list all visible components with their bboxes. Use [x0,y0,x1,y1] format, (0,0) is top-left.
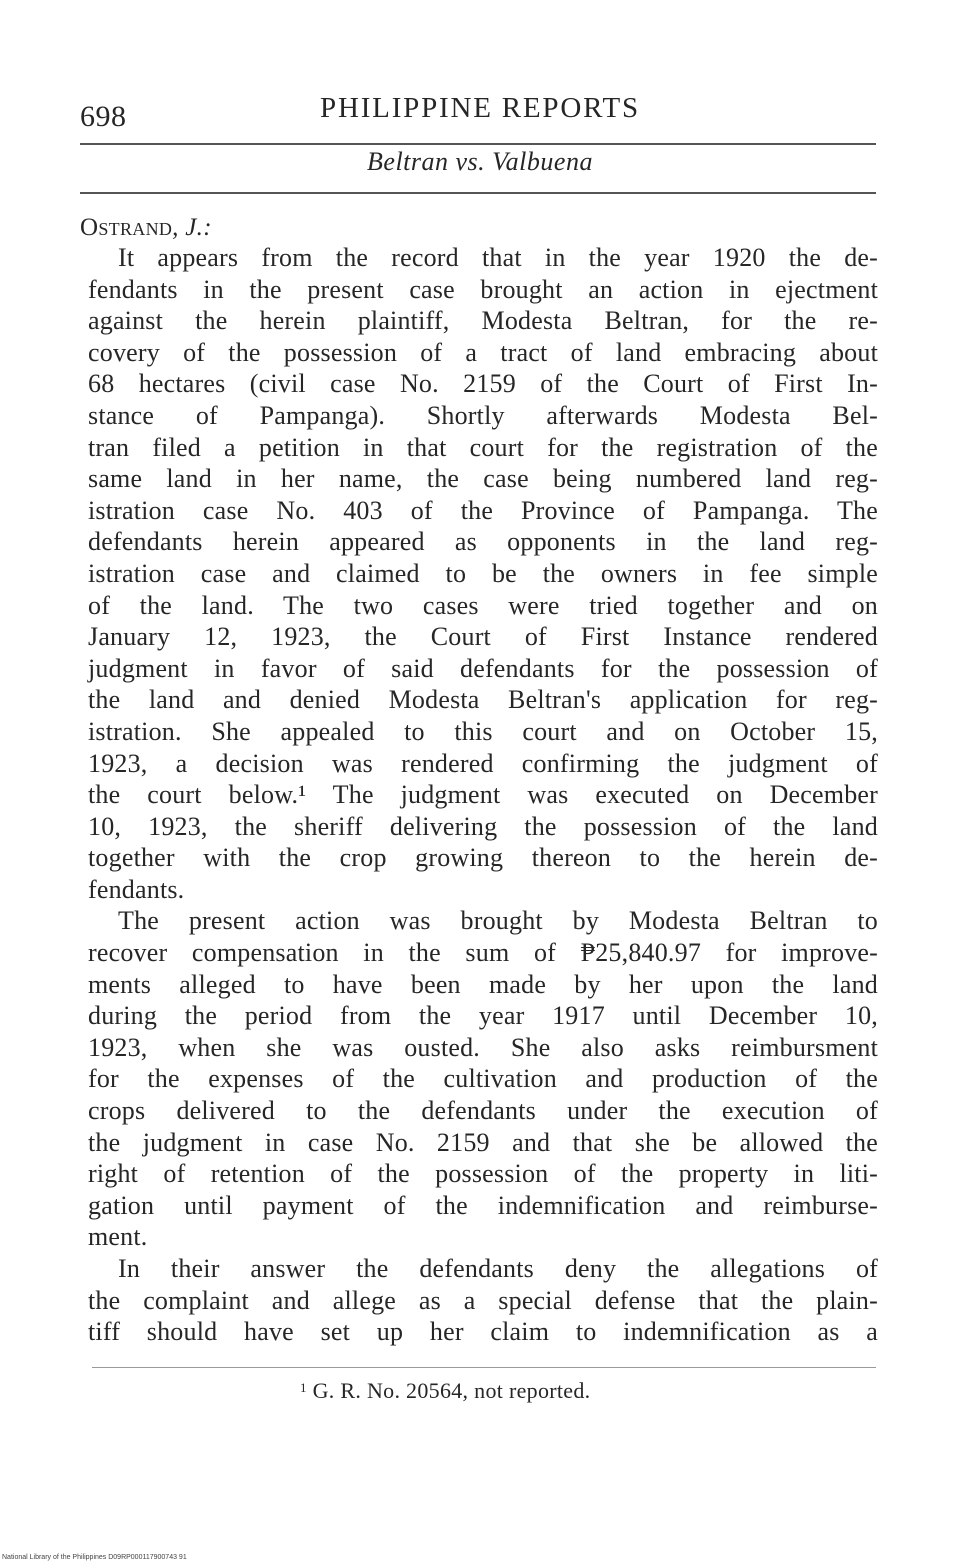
text-line: covery of the possession of a tract of land embracing about [88,337,878,367]
text-line: In their answer the defendants deny the allegations of [118,1254,878,1283]
paragraph-2 [88,905,878,1253]
page-number: 698 [80,100,127,133]
footnote [300,1378,590,1404]
text-line: judgment in favor of said defendants for the possession of [88,653,878,683]
footnote-text: G. R. No. 20564, not reported. [306,1378,591,1403]
text-line: the judgment in case No. 2159 and that she be allowed the [88,1127,878,1157]
header-rule [80,143,876,145]
paragraph-1 [88,242,878,905]
case-title-rule [80,192,876,194]
text-line: istration case and claimed to be the owners in fee simple [88,558,878,588]
text-line: the land and denied Modesta Beltran's application for reg- [88,685,878,715]
text-line: defendants herein appeared as opponents in the land reg- [88,527,878,557]
text-line: during the period from the year 1917 until December 10, [88,1001,878,1031]
text-line: ment. [88,1222,148,1252]
text-line: gation until payment of the indemnification and reimburse- [88,1190,878,1220]
text-line: right of retention of the possession of the property in liti- [88,1159,878,1189]
text-line: fendants in the present case brought an action in ejectment [88,274,878,304]
case-title: Beltran vs. Valbuena [367,147,593,176]
text-line: 10, 1923, the sheriff delivering the possession of the land [88,811,878,841]
text-line: crops delivered to the defendants under the execution of [88,1096,878,1126]
running-head: PHILIPPINE REPORTS [320,92,640,124]
text-line: against the herein plaintiff, Modesta Beltran, for the re- [88,306,878,336]
footnote-rule [92,1367,876,1368]
text-line: for the expenses of the cultivation and production of the [88,1064,878,1094]
text-line: tiff should have set up her claim to indemnification as a [88,1317,878,1347]
text-line: same land in her name, the case being numbered land reg- [88,464,878,494]
text-line: ments alleged to have been made by her upon the land [88,969,878,999]
paragraph-3 [88,1253,878,1348]
text-line: It appears from the record that in the year 1920 the de- [118,243,878,272]
text-line: 1923, a decision was rendered confirming the judgment of [88,748,878,778]
author-suffix: , J.: [172,214,212,241]
footnote-marker: 1 [300,1380,307,1395]
text-line: tran filed a petition in that court for the registration of the [88,432,878,462]
text-line: January 12, 1923, the Court of First Instance rendered [88,622,878,652]
text-line: istration. She appealed to this court and on October 15, [88,716,878,746]
text-line: istration case No. 403 of the Province of Pampanga. The [88,495,878,525]
text-line: fendants. [88,874,185,904]
author-name: Ostrand [80,214,173,241]
text-line: 1923, when she was ousted. She also asks reimbursment [88,1032,878,1062]
text-line: The present action was brought by Modesta Beltran to [118,906,878,936]
archive-watermark: National Library of the Philippines D09RP000117900743 91 [2,1554,187,1561]
text-line: stance of Pampanga). Shortly afterwards Modesta Bel- [88,400,878,430]
opinion-body [88,242,878,1348]
text-line: of the land. The two cases were tried together and on [88,590,878,620]
text-line: recover compensation in the sum of ₱25,840.97 for improve- [88,938,878,968]
text-line: the court below.¹ The judgment was executed on December [88,780,878,810]
text-line: together with the crop growing thereon to the herein de- [88,843,878,873]
text-line: 68 hectares (civil case No. 2159 of the Court of First In- [88,369,878,399]
text-line: the complaint and allege as a special defense that the plain- [88,1285,878,1315]
opinion-author [80,214,212,242]
